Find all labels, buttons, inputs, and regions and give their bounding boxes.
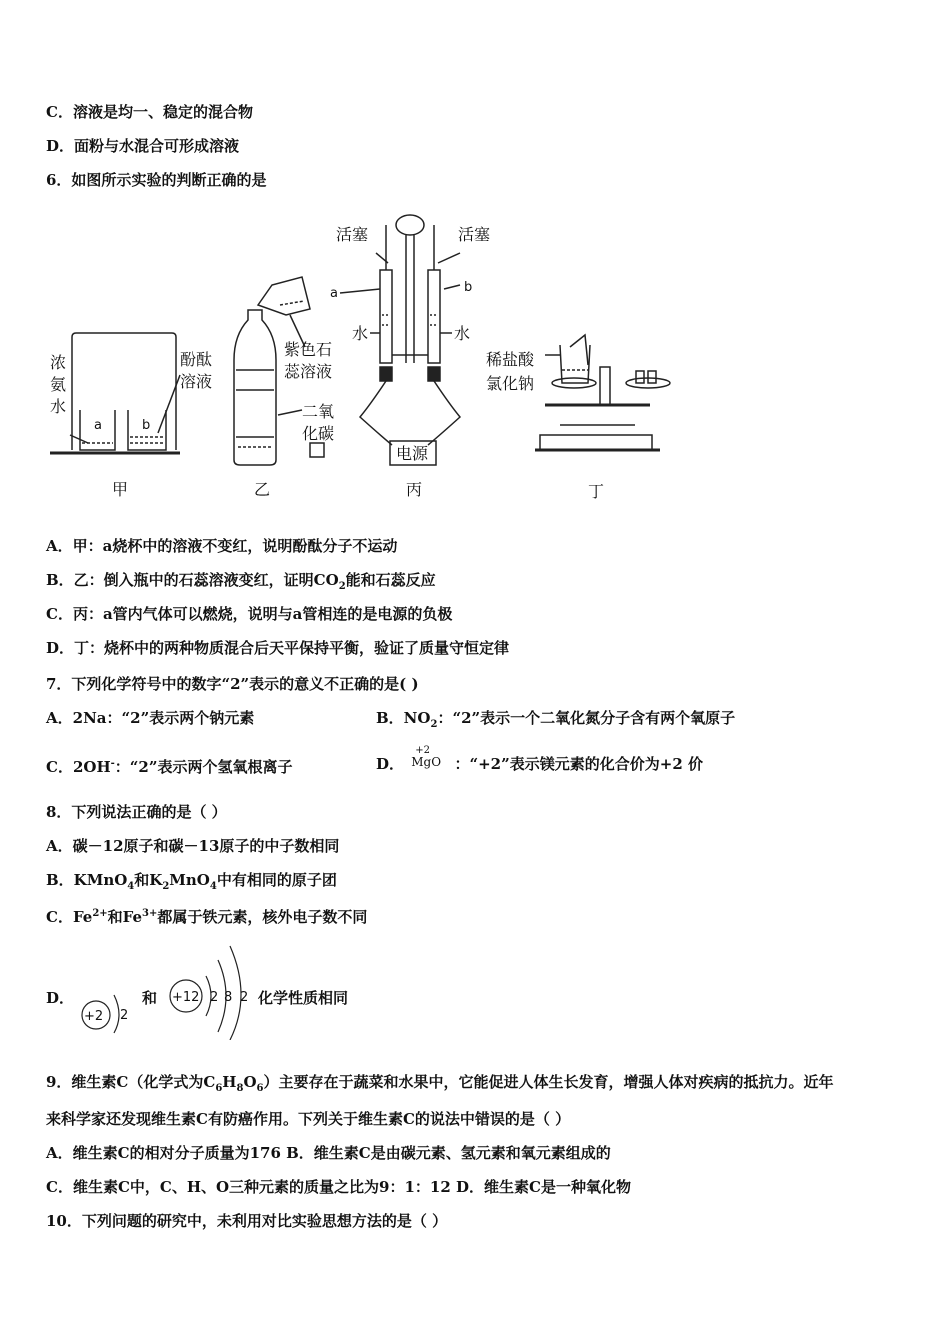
bing-label-power: 电源 xyxy=(396,444,429,463)
q9-stem-line1: 9．维生素C（化学式为$C_6H_8O_6$）主要存在于蔬菜和水果中，它能促进人体生长发育，增强人体对疾病的抵抗力。近年 xyxy=(46,1073,834,1094)
jia-apparatus xyxy=(50,333,180,453)
jia-label-shui: 水 xyxy=(50,397,67,416)
jia-beaker-a: a xyxy=(94,418,102,433)
yi-label-zise2: 蕊溶液 xyxy=(284,362,333,381)
q6-option-b: B．乙：倒入瓶中的石蕊溶液变红，证明$CO_2$能和石蕊反应 xyxy=(46,571,436,592)
atom1-nucleus: +2 xyxy=(84,1009,104,1024)
q8-option-c: C．$Fe^{2+}$和$Fe^{3+}$都属于铁元素，核外电子数不同 xyxy=(46,908,368,926)
q7-formula: MgO xyxy=(411,755,442,769)
ding-apparatus xyxy=(535,335,670,450)
q8-option-b: B．KMnO$_4$和$K_2MnO_4$中有相同的原子团 xyxy=(46,871,337,892)
q7-option-c: C．2OH-：“2”表示两个氢氧根离子 xyxy=(46,758,293,776)
q5-option-d: D．面粉与水混合可形成溶液 xyxy=(46,137,240,155)
bing-tube-b: b xyxy=(464,280,473,295)
jia-label-nong: 浓 xyxy=(50,353,67,372)
q7-valence: +2 xyxy=(415,745,430,756)
bing-label-shui-left: 水 xyxy=(352,324,369,343)
bing-label-huosai-right: 活塞 xyxy=(458,225,491,244)
q6-experiment-figure xyxy=(40,205,720,505)
jia-label-an: 氨 xyxy=(50,375,67,394)
jia-beaker-b: b xyxy=(142,418,151,433)
q8-atom-structure-1 xyxy=(76,985,136,1035)
q8-atom-structure-2 xyxy=(166,940,256,1040)
yi-label-zise1: 紫色石 xyxy=(284,340,333,359)
bing-tube-a: a xyxy=(330,286,338,301)
q9-options-ab: A．维生素C的相对分子质量为176 B．维生素C是由碳元素、氢元素和氧元素组成的 xyxy=(46,1144,611,1162)
bing-label-shui-right: 水 xyxy=(454,324,471,343)
q8-option-a: A．碳－12原子和碳－13原子的中子数相同 xyxy=(46,837,340,855)
q6-option-a: A．甲：a烧杯中的溶液不变红，说明酚酞分子不运动 xyxy=(46,537,398,555)
q6-option-d: D．丁：烧杯中的两种物质混合后天平保持平衡，验证了质量守恒定律 xyxy=(46,639,510,657)
ding-caption: 丁 xyxy=(588,482,605,501)
atom2-nucleus: +12 xyxy=(172,990,200,1005)
q7-option-a: A．2Na：“2”表示两个钠元素 xyxy=(46,709,255,727)
bing-label-huosai-left: 活塞 xyxy=(336,225,369,244)
q9-options-cd: C．维生素C中，C、H、O三种元素的质量之比为9：1：12 D．维生素C是一种氧化物 xyxy=(46,1178,631,1196)
q9-stem-line2: 来科学家还发现维生素C有防癌作用。下列关于维生素C的说法中错误的是（ ） xyxy=(46,1110,571,1128)
q7-stem: 7．下列化学符号中的数字“2”表示的意义不正确的是( ) xyxy=(46,675,419,693)
yi-caption: 乙 xyxy=(254,480,271,499)
atom2-shell3: 2 xyxy=(240,990,249,1005)
q7-option-d: D． +2 MgO ：“+2”表示镁元素的化合价为+2 价 xyxy=(376,754,703,774)
q8-option-d-he: 和 xyxy=(142,989,158,1007)
jia-label-rongye: 溶液 xyxy=(180,372,213,391)
yi-label-co2-2: 化碳 xyxy=(302,424,335,443)
q7-option-b: B．$NO_2$：“2”表示一个二氧化氮分子含有两个氧原子 xyxy=(376,709,736,730)
q10-stem: 10．下列问题的研究中，未利用对比实验思想方法的是（ ） xyxy=(46,1212,448,1230)
atom1-shell: 2 xyxy=(120,1008,129,1023)
q8-stem: 8．下列说法正确的是（ ） xyxy=(46,803,227,821)
jia-caption: 甲 xyxy=(112,480,129,499)
bing-caption: 丙 xyxy=(406,480,423,499)
ding-label-lvhuana: 氯化钠 xyxy=(486,374,535,393)
atom2-shell2: 8 xyxy=(224,990,233,1005)
q8-option-d-text: 化学性质相同 xyxy=(258,989,349,1007)
ding-label-xiyansuan: 稀盐酸 xyxy=(486,350,535,369)
atom2-shell1: 2 xyxy=(210,990,219,1005)
q5-option-c: C．溶液是均一、稳定的混合物 xyxy=(46,103,253,121)
q6-stem: 6．如图所示实验的判断正确的是 xyxy=(46,171,267,189)
q6-option-c: C．丙：a管内气体可以燃烧，说明与a管相连的是电源的负极 xyxy=(46,605,453,623)
jia-label-fenji: 酚酞 xyxy=(180,350,213,369)
q8-option-d-label: D． xyxy=(46,989,75,1007)
yi-label-co2-1: 二氧 xyxy=(302,402,335,421)
